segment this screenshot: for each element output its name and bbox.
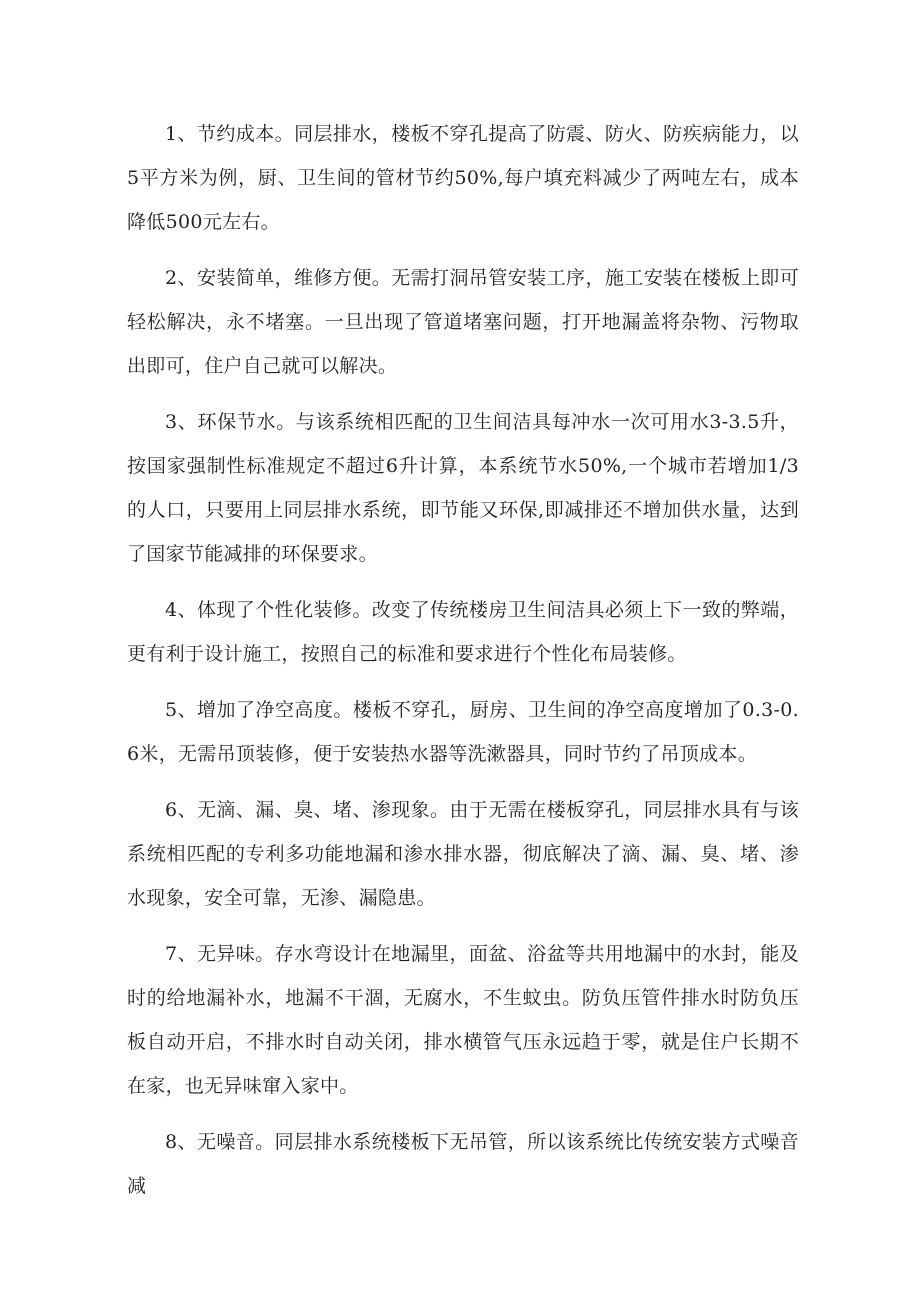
- paragraph-8: 8、无噪音。同层排水系统楼板下无吊管，所以该系统比传统安装方式噪音减: [127, 1131, 799, 1197]
- document-body: [127, 112, 799, 1220]
- paragraph-2: 2、安装简单，维修方便。无需打洞吊管安装工序，施工安装在楼板上即可轻松解决，永不堵塞。一旦出现了管道堵塞问题，打开地漏盖将杂物、污物取出即可，住户自己就可以解决。: [127, 267, 799, 377]
- paragraph-3: 3、环保节水。与该系统相匹配的卫生间洁具每冲水一次可用水3-3.5升，按国家强制性标准规定不超过6升计算，本系统节水50%,一个城市若增加1/3的人口，只要用上同层排水系统，即节能又环保,即减排还不增加供水量，达到了国家节能减排的环保要求。: [127, 411, 799, 565]
- paragraph-6: 6、无滴、漏、臭、堵、渗现象。由于无需在楼板穿孔，同层排水具有与该系统相匹配的专利多功能地漏和渗水排水器，彻底解决了滴、漏、臭、堵、渗水现象，安全可靠，无渗、漏隐患。: [127, 799, 799, 909]
- paragraph-7: 7、无异味。存水弯设计在地漏里，面盆、浴盆等共用地漏中的水封，能及时的给地漏补水，地漏不干涸，无腐水，不生蚊虫。防负压管件排水时防负压板自动开启，不排水时自动关闭，排水横管气压永远趋于零，就是住户长期不在家，也无异味窜入家中。: [127, 943, 799, 1097]
- paragraph-5: 5、增加了净空高度。楼板不穿孔，厨房、卫生间的净空高度增加了0.3-0.6米，无需吊顶装修，便于安装热水器等洗漱器具，同时节约了吊顶成本。: [127, 699, 799, 765]
- paragraph-4: 4、体现了个性化装修。改变了传统楼房卫生间洁具必须上下一致的弊端，更有利于设计施工，按照自己的标准和要求进行个性化布局装修。: [127, 599, 799, 665]
- paragraph-1: 1、节约成本。同层排水，楼板不穿孔提高了防震、防火、防疾病能力，以5平方米为例，厨、卫生间的管材节约50%,每户填充料减少了两吨左右，成本降低500元左右。: [127, 123, 799, 233]
